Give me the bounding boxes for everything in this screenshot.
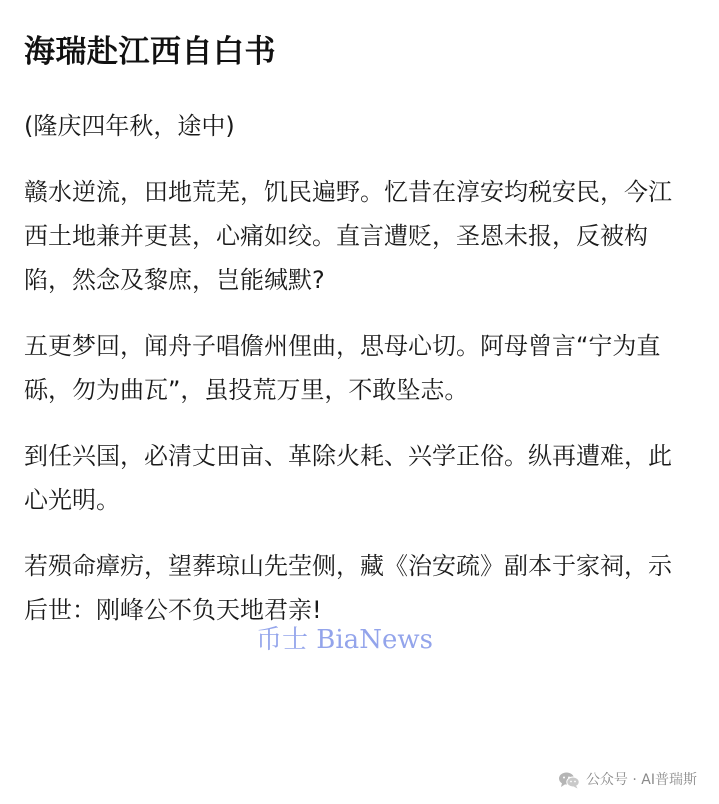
wechat-icon bbox=[558, 771, 580, 789]
paragraph-2: 五更梦回，闻舟子唱儋州俚曲，思母心切。阿母曾言“宁为直砾，勿为曲瓦”，虽投荒万里，不敢坠志。 bbox=[24, 332, 661, 404]
paragraph-3: 到任兴国，必清丈田亩、革除火耗、兴学正俗。纵再遭难，此心光明。 bbox=[24, 442, 672, 514]
source-text: 公众号 · AI普瑞斯 bbox=[585, 772, 697, 788]
watermark: 币士 BiaNews bbox=[256, 625, 433, 655]
paragraph-1: 赣水逆流，田地荒芜，饥民遍野。忆昔在淳安均税安民，今江西土地兼并更甚，心痛如绞。直言遭贬，圣恩未报，反被构陷，然念及黎庶，岂能缄默? bbox=[24, 178, 672, 294]
document-subtitle: (隆庆四年秋，途中) bbox=[24, 112, 235, 140]
source-tag bbox=[558, 770, 697, 790]
paragraph-4: 若殒命瘴疠，望葬琼山先茔侧，藏《治安疏》副本于家祠，示后世：刚峰公不负天地君亲! bbox=[24, 552, 672, 624]
document-title: 海瑞赴江西自白书 bbox=[24, 34, 276, 70]
